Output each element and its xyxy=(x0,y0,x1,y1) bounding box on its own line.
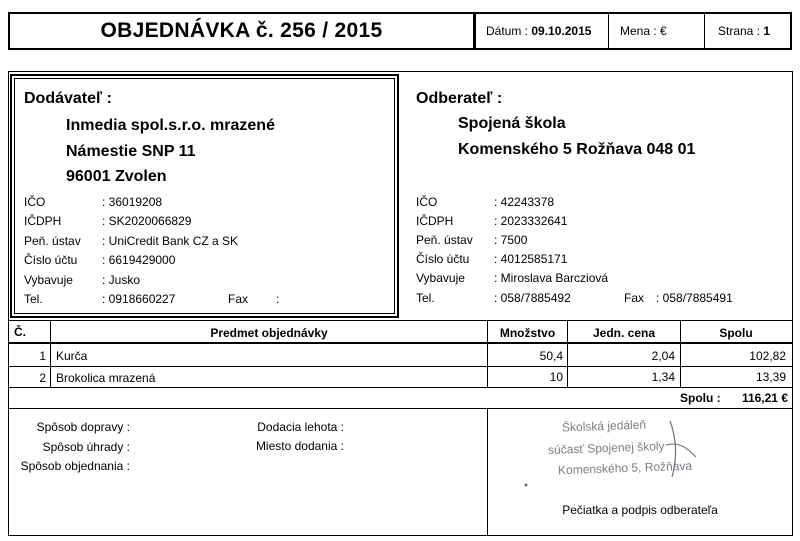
supplier-city: 96001 Zvolen xyxy=(66,168,167,185)
supplier-name: Inmedia spol.s.r.o. mrazené xyxy=(66,117,275,134)
stamp-line: Komenského 5, Rožňava xyxy=(557,458,693,478)
stamp-line: Školská jedáleň xyxy=(561,417,647,435)
page-value: 1 xyxy=(763,24,771,38)
row-line xyxy=(9,366,792,367)
supplier-handler-label: Vybavuje xyxy=(24,273,73,287)
row-line xyxy=(9,387,792,388)
supplier-fax-value: : xyxy=(276,292,280,306)
currency-label: Mena : xyxy=(620,24,657,38)
supplier-street: Námestie SNP 11 xyxy=(66,143,196,160)
divider xyxy=(704,14,705,48)
col-header-no: Č. xyxy=(14,325,26,339)
customer-name: Spojená škola xyxy=(458,115,566,132)
customer-bank-value: : 7500 xyxy=(494,233,528,247)
col-header-qty: Množstvo xyxy=(499,326,556,340)
signature-label: Pečiatka a podpis odberateľa xyxy=(562,503,718,517)
table-row-item: Kurča xyxy=(56,349,88,363)
supplier-bank-label: Peň. ústav xyxy=(24,234,81,248)
page-cell xyxy=(718,14,770,48)
customer-address: Komenského 5 Rožňava 048 01 xyxy=(458,141,696,158)
document-title: OBJEDNÁVKA č. 256 / 2015 xyxy=(100,19,383,42)
signature-scribble xyxy=(520,415,760,495)
table-row-unit-price: 2,04 xyxy=(651,349,675,363)
customer-tel-value: : 058/7885492 xyxy=(494,291,571,305)
transport-label: Spôsob dopravy : xyxy=(36,420,130,434)
customer-fax-label: Fax xyxy=(624,291,645,305)
supplier-account-label: Číslo účtu xyxy=(24,253,78,267)
date-value: 09.10.2015 xyxy=(531,24,592,38)
col-header-item: Predmet objednávky xyxy=(210,326,328,340)
supplier-ico-label: IČO xyxy=(24,195,46,209)
table-row-no: 2 xyxy=(39,371,46,385)
table-row-no: 1 xyxy=(39,349,46,363)
sum-line xyxy=(9,408,792,409)
table-row-unit-price: 1,34 xyxy=(651,370,675,384)
supplier-account-value: : 6619429000 xyxy=(102,253,176,267)
customer-bank-label: Peň. ústav xyxy=(416,233,473,247)
supplier-icdph-label: IČDPH xyxy=(24,214,62,228)
date-cell xyxy=(486,14,591,48)
order-method-label: Spôsob objednania : xyxy=(20,459,130,473)
table-row-qty: 50,4 xyxy=(539,349,563,363)
sum-value: 116,21 € xyxy=(741,391,788,405)
delivery-time-label: Dodacia lehota : xyxy=(257,420,344,434)
supplier-tel-value: : 0918660227 xyxy=(102,292,176,306)
supplier-icdph-value: : SK2020066829 xyxy=(102,214,192,228)
customer-heading: Odberateľ : xyxy=(416,90,503,107)
customer-icdph-value: : 2023332641 xyxy=(494,214,568,228)
col-header-total: Spolu xyxy=(719,326,753,340)
table-row-total: 102,82 xyxy=(749,349,786,363)
supplier-tel-label: Tel. xyxy=(24,292,43,306)
customer-tel-label: Tel. xyxy=(416,291,435,305)
currency-cell xyxy=(620,14,667,48)
page-label: Strana : xyxy=(718,24,761,38)
payment-label: Spôsob úhrady : xyxy=(42,440,130,454)
customer-account-label: Číslo účtu xyxy=(416,252,470,266)
table-header-line xyxy=(9,342,792,344)
customer-fax-value: : 058/7885491 xyxy=(656,291,733,305)
customer-handler-label: Vybavuje xyxy=(416,271,465,285)
supplier-heading: Dodávateľ : xyxy=(24,90,112,107)
supplier-ico-value: : 36019208 xyxy=(102,195,163,209)
customer-ico-label: IČO xyxy=(416,195,438,209)
table-row-item: Brokolica mrazená xyxy=(56,371,156,385)
customer-ico-value: : 42243378 xyxy=(494,195,555,209)
table-row-qty: 10 xyxy=(549,370,563,384)
supplier-bank-value: : UniCredit Bank CZ a SK xyxy=(102,234,239,248)
supplier-fax-label: Fax xyxy=(228,292,249,306)
table-row-total: 13,39 xyxy=(755,370,786,384)
delivery-place-label: Miesto dodania : xyxy=(255,439,344,453)
date-label: Dátum : xyxy=(486,24,529,38)
customer-account-value: : 4012585171 xyxy=(494,252,568,266)
currency-value: € xyxy=(660,24,667,38)
stamp xyxy=(520,415,760,495)
supplier-handler-value: : Jusko xyxy=(102,273,141,287)
col-header-unit-price: Jedn. cena xyxy=(592,326,656,340)
stamp-line: súčasť Spojenej školy xyxy=(547,438,665,458)
customer-handler-value: : Miroslava Barcziová xyxy=(494,271,609,285)
sum-label: Spolu : xyxy=(680,391,721,405)
header-title-box xyxy=(8,12,475,50)
customer-icdph-label: IČDPH xyxy=(416,214,454,228)
table-top-line xyxy=(9,320,792,321)
divider xyxy=(608,14,609,48)
